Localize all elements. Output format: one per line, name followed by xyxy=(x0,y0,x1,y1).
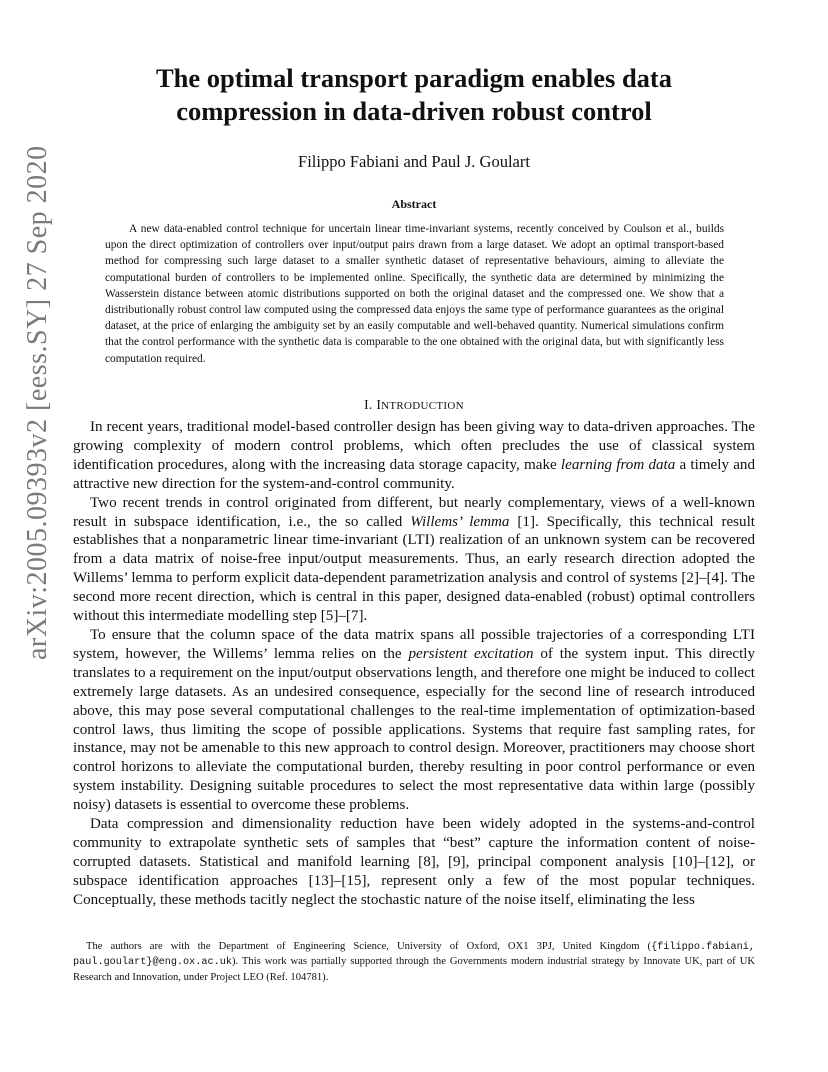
author-emails: {filippo.fabiani, paul.goulart}@eng.ox.ac.uk xyxy=(73,942,755,969)
footnote-text-b: ). This work was partially supported through the Governments modern industrial strategy by Innovate UK, part of UK Research and Innovation, under Project LEO (Ref. 104781). xyxy=(73,956,755,983)
arxiv-identifier-stamp: arXiv:2005.09393v2 [eess.SY] 27 Sep 2020 xyxy=(22,145,53,660)
paragraph-2-text-a: Two recent trends in control originated from different, but nearly complementary, views of a well-known result in subspace identification, i.e., the so called xyxy=(73,494,755,530)
body-text xyxy=(73,418,755,910)
section-heading-introduction xyxy=(70,397,758,413)
section-title-initial: I xyxy=(376,397,382,412)
author-list: Filippo Fabiani and Paul J. Goulart xyxy=(298,152,530,171)
paragraph-2-emphasis: Willems’ lemma xyxy=(410,513,510,530)
paragraph-3-text-a: To ensure that the column space of the data matrix spans all possible trajectories of a corresponding LTI system, however, the Willems’ lemma relies on the xyxy=(73,626,755,662)
paragraph-3-text-b: of the system input. This directly translates to a requirement on the input/output observations length, and therefore one might be induced to collect extremely large datasets. As an undesired consequence, especially for the second line of research introduced above, this may pose several computational challenges to the real-time implementation of optimization-based control laws, thus limiting the scope of possible applications. Systems that require fast sampling rates, for instance, may not be amenable to this new approach to control design. Moreover, practitioners may choose short control horizons to alleviate the computational burden, thereby resulting in poor control performance or even system instability. Designing suitable procedures to select the most representative data within large (possibly noisy) datasets is essential to overcome these problems. xyxy=(73,645,756,814)
section-title-rest: NTRODUCTION xyxy=(381,400,464,412)
abstract-text: A new data-enabled control technique for uncertain linear time-invariant systems, recently conceived by Coulson et al., builds upon the direct optimization of controllers over input/output pairs drawn from a large dataset. We adopt an optimal transport-based method for compressing such large dataset to a smaller synthetic dataset of representative behaviours, aiming to alleviate the computational burden of controllers to be implemented online. Specifically, the synthetic data are determined by minimizing the Wasserstein distance between atomic distributions supported on both the original dataset and the compressed one. We show that a distributionally robust control law computed using the compressed data enjoys the same type of performance guarantees as the original dataset, at the price of enlarging the ambiguity set by an easily computable and well-behaved quantity. Numerical simulations confirm that the control performance with the synthetic data is comparable to the one obtained with the original data, but with significantly less computation required. xyxy=(105,223,724,365)
abstract-heading: Abstract xyxy=(391,197,437,211)
paragraph-1-emphasis: learning from data xyxy=(560,456,676,473)
paper-title: The optimal transport paradigm enables data compression in data-driven robust control xyxy=(155,63,673,126)
paragraph-3-emphasis: persistent excitation xyxy=(408,645,534,662)
paragraph-1 xyxy=(73,418,755,494)
paragraph-3 xyxy=(73,626,755,815)
paragraph-2-text-b: [1]. Specifically, this technical result establishes that a nonparametric linear time-invariant (LTI) realization of an unknown system can be recovered from a data matrix of noise-free input/output measurements. Thus, an early research direction adopted the Willems’ lemma to perform explicit data-dependent parametrization analysis and control of systems [2]–[4]. The second more recent direction, which is central in this paper, designed data-enabled (robust) optimal controllers without this intermediate modelling step [5]–[7]. xyxy=(73,513,755,625)
paragraph-4: Data compression and dimensionality reduction have been widely adopted in the systems-and-control community to extrapolate synthetic sets of samples that “best” capture the information content of noise-corrupted datasets. Statistical and manifold learning [8], [9], principal component analysis [10]–[12], or subspace identification approaches [13]–[15], represent only a few of the most popular techniques. Conceptually, these methods tacitly neglect the stochastic nature of the noise itself, eliminating the less xyxy=(73,816,755,908)
affiliation-footnote xyxy=(73,940,755,985)
paragraph-1-text-b: a timely and attractive new direction for the system-and-control community. xyxy=(73,456,755,492)
paragraph-1-text-a: In recent years, traditional model-based controller design has been giving way to data-driven approaches. The growing complexity of modern control problems, which often precludes the use of classical system identification procedures, along with the increasing data storage capacity, make xyxy=(73,419,755,473)
paragraph-2 xyxy=(73,494,755,626)
footnote-text-a: The authors are with the Department of Engineering Science, University of Oxford, OX1 3PJ, United Kingdom ( xyxy=(86,941,652,952)
section-number: I. xyxy=(364,397,373,412)
